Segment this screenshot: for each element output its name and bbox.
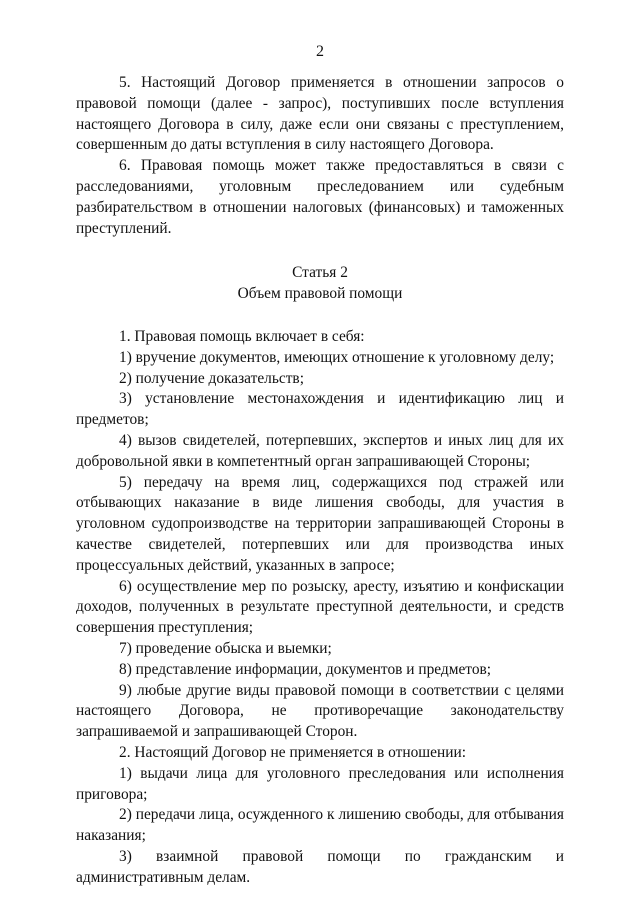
paragraph-5: 5. Настоящий Договор применяется в отношении запросов о правовой помощи (далее - запрос), поступивших после вступления настоящего Договора в силу, даже если они связаны с преступлением, совершенным до даты вступления в силу настоящего Договора. (76, 74, 564, 154)
clause-2-item-3: 3) взаимной правовой помощи по гражданским и административным делам. (76, 847, 564, 886)
clause-1-item-5: 5) передачу на время лиц, содержащихся под стражей или отбывающих наказание в виде лишения свободы, для участия в уголовном судопроизводстве на территории запрашивающей Стороны в качестве свидетелей, потерпевших или для производства иных процессуальных действий, указанных в запросе; (76, 473, 564, 574)
clause-2-item-1: 1) выдачи лица для уголовного преследования или исполнения приговора; (76, 764, 564, 803)
clause-1-item-4: 4) вызов свидетелей, потерпевших, экспертов и иных лиц для их добровольной явки в компетентный орган запрашивающей Стороны; (76, 431, 564, 470)
paragraph-6: 6. Правовая помощь может также предоставляться в связи с расследованиями, уголовным преследованием или судебным разбирательством в отношении налоговых (финансовых) и таможенных преступлений. (76, 157, 564, 237)
clause-2-intro: 2. Настоящий Договор не применяется в отношении: (119, 743, 466, 761)
clause-1-item-6: 6) осуществление мер по розыску, аресту, изъятию и конфискации доходов, полученных в результате преступной деятельности, и средств совершения преступления; (76, 577, 564, 637)
clause-2-item-2: 2) передачи лица, осужденного к лишению свободы, для отбывания наказания; (76, 806, 564, 845)
page-number: 2 (316, 43, 324, 60)
clause-1-item-9: 9) любые другие виды правовой помощи в соответствии с целями настоящего Договора, не противоречащие законодательству запрашиваемой и запрашивающей Сторон. (76, 681, 564, 741)
clause-1-item-7: 7) проведение обыска и выемки; (119, 639, 332, 657)
document-body (76, 73, 564, 888)
article-title: Объем правовой помощи (237, 285, 403, 303)
clause-1-item-2: 2) получение доказательств; (119, 369, 304, 387)
article-number: Статья 2 (292, 264, 348, 282)
clause-1-item-8: 8) представление информации, документов и предметов; (119, 660, 492, 678)
clause-1-item-3: 3) установление местонахождения и идентификацию лиц и предметов; (76, 390, 564, 429)
clause-1-intro: 1. Правовая помощь включает в себя: (119, 327, 365, 345)
clause-1-item-1: 1) вручение документов, имеющих отношение к уголовному делу; (119, 348, 555, 366)
